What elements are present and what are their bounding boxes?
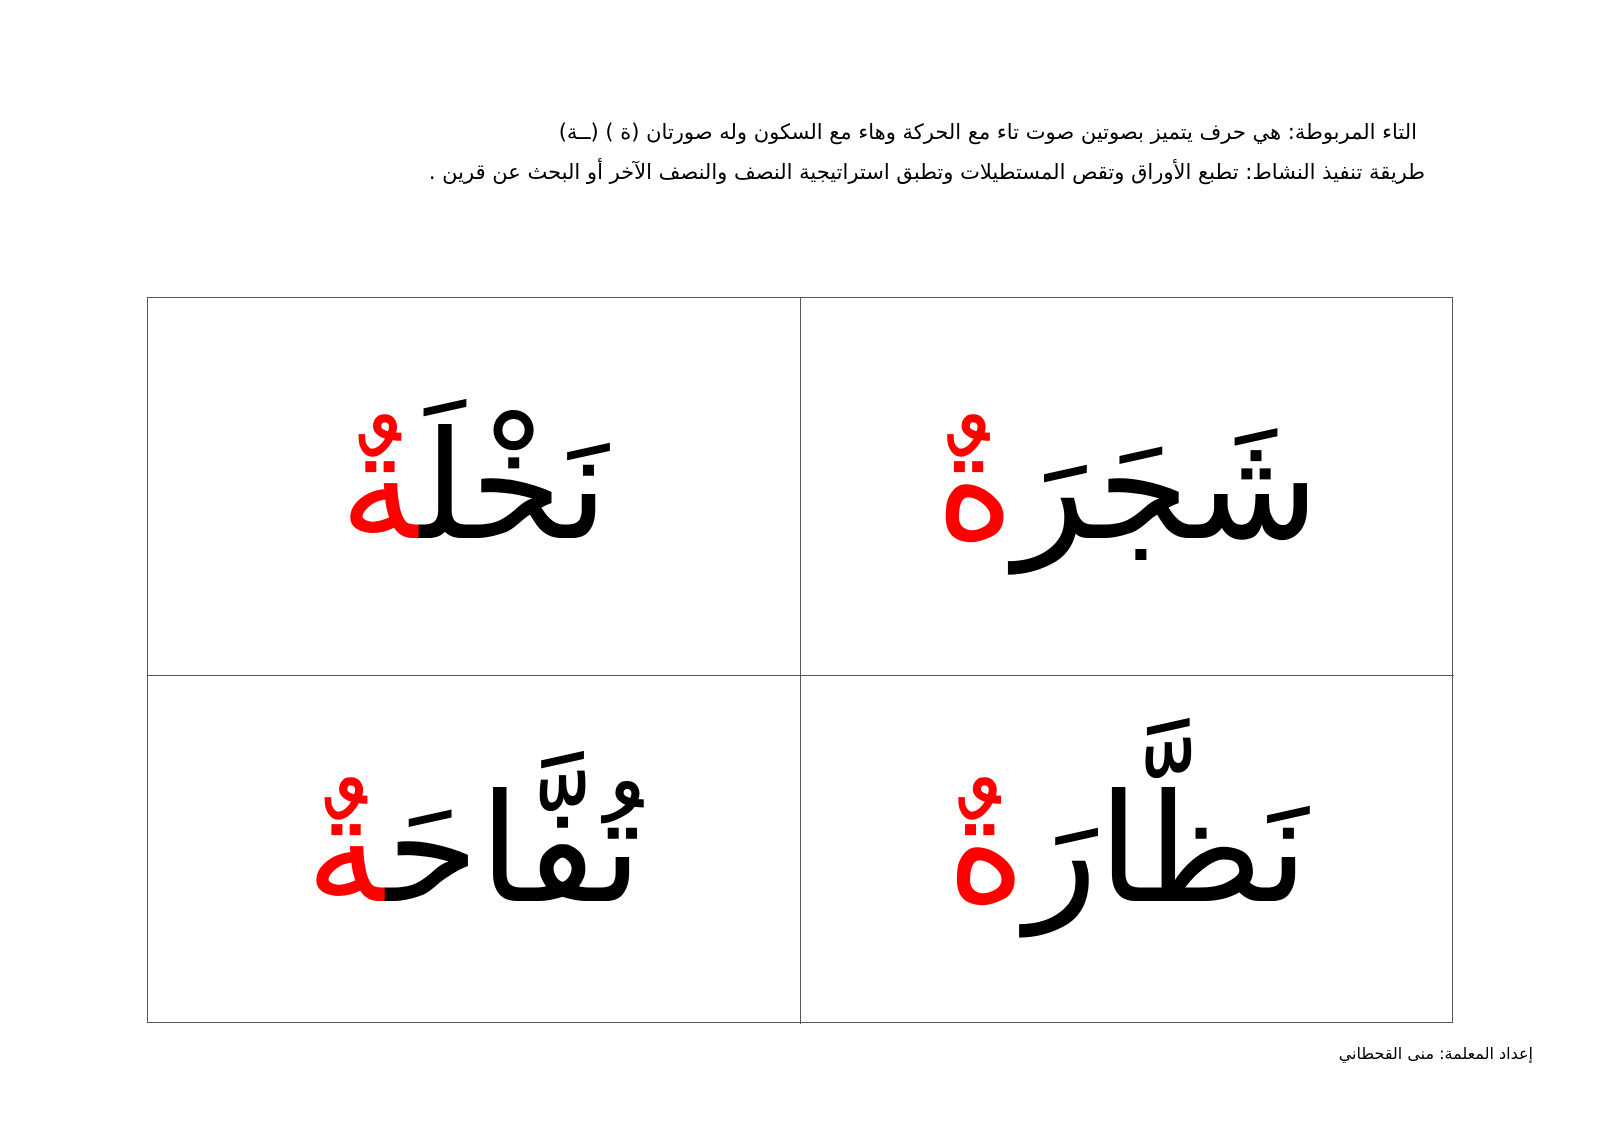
instructions — [245, 112, 1425, 192]
cards-grid — [147, 297, 1453, 1023]
word-ending: ةٌ — [935, 399, 1015, 574]
word — [946, 763, 1309, 937]
word-stem: نَظَّارَ — [1025, 763, 1309, 937]
word — [305, 763, 643, 937]
definition-text: التاء المربوطة: هي حرف يتميز بصوتين صوت تاء مع الحركة وهاء مع السكون وله صورتان (ة ) (ــة) — [558, 120, 1417, 144]
card-nakhla — [148, 298, 801, 676]
word — [339, 399, 609, 574]
word-ending: ةٌ — [305, 763, 387, 937]
word — [935, 399, 1320, 574]
word-stem: نَخْلَ — [420, 399, 609, 574]
method-text: طريقة تنفيذ النشاط: تطبع الأوراق وتقص المستطيلات وتطبق استراتيجية النصف والنصف الآخر أو البحث عن قرين . — [428, 160, 1425, 184]
teacher-credit: إعداد المعلمة: منى القحطاني — [1338, 1044, 1533, 1063]
word-ending: ةٌ — [946, 763, 1026, 937]
card-shajara — [801, 298, 1454, 676]
word-stem: تُفَّاحَ — [386, 763, 643, 937]
card-tuffaha — [148, 676, 801, 1024]
word-ending: ةٌ — [339, 399, 421, 574]
card-nazzara — [801, 676, 1454, 1024]
word-stem: شَجَرَ — [1014, 399, 1320, 574]
